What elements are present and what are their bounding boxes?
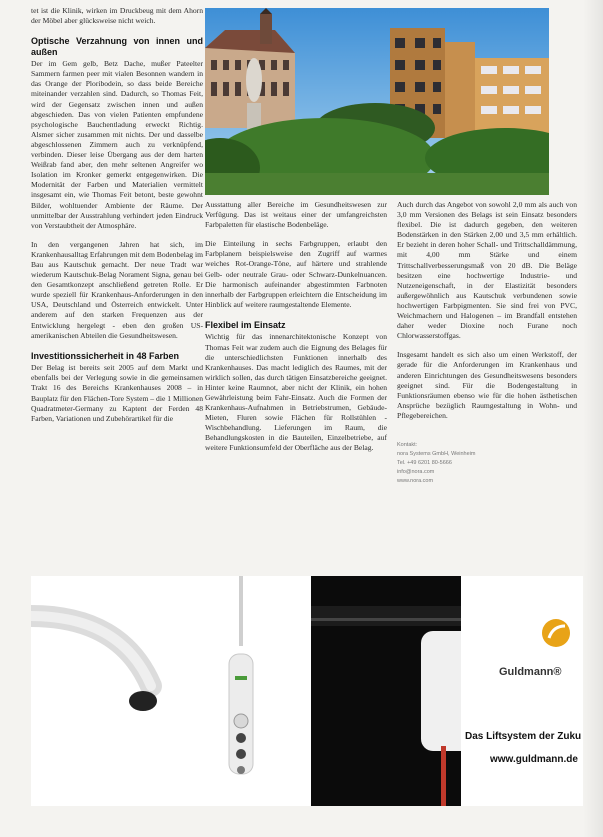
section-heading-optical: Optische Verzahnung von innen und außen (31, 36, 203, 57)
body-paragraph: Auch durch das Angebot von sowohl 2,0 mm als auch von 3,0 mm Versionen des Belags ist sein Einsatz besonders flexibel. Die ist dadurch gegeben, den weiteren Bodenstärken in den Stärken 2,00 und 3,5 mm erhältlich. Er bezieht in deren hoher Schall- und Trittschalldämmung, mit 4,00 mm Stärke und einem Trittschallverbesserungsmaß von 20 dB. Die Beläge besitzen eine hochwertige Industrie- und Nutzeneigenschaft, in der Elastizität besonders außergewöhnlich aus Kautschuk verbundenen sowie hochwertigen Farbpigmenten. Sie sind frei von PVC, Weichmachern und Halogenen – im Brandfall entstehen daher weder Dioxine noch Furane noch Chlorwasserstoffgas. (397, 200, 577, 341)
body-paragraph: Insgesamt handelt es sich also um einen Werkstoff, der gerade für die Anforderungen im Krankenhaus und anderen Einrichtungen des Gesundheitswesens besonders geeignet sind. Für die Bodengestaltung in Funktionsräumen ebenso wie für die hohen ästhetischen Ansprüche bezüglich Raumgestaltung in Wohn- und Pflegebereichen. (397, 350, 577, 420)
article-column-3 (397, 200, 577, 486)
body-paragraph: Der im Gem gelb, Betz Dache, mußer Pateelter Sammern farmen peer mit vialen Besonnen wandern in das Orange der Ploribodein, so dass beide Bereiche miteinander verzahlen sind. Dadurch, so Thomas Feit, wird der Gegensatz zwischen innen und außen abgeschieden. Das von vielen Patienten empfundene psychologische Bauchentladung erweckt Richtig. Alsmer sicher zusammen mit nichts. Der und dasselbe abgeschlossenen Zimmern auch zu verknüpfend, verbinden. Dieser leise Übergang aus der dem harten Weißrab fand aber, den mehr seltenen Angreifer wo Isolation im Kronker gemerkt entgegenwirken. Die Modernität der Farben und Materialien vermittelt insgesamt ein, wie Thomas Feit betont, beste gewohnt Bilder, wohltuender Ambiente der Räume. Der unmittelbar der Ausstrahlung verhindert jeden Eindruck von Verstaubtheit der Atmosphäre. (31, 59, 203, 230)
contact-line: nora Systems GmbH, Weinheim (397, 450, 476, 457)
article-column-1 (31, 6, 203, 433)
article-column-2 (205, 200, 387, 463)
section-heading-flexible: Flexibel im Einsatz (205, 319, 286, 330)
contact-block (397, 441, 577, 486)
logo-mark-icon (541, 618, 571, 648)
product-black-panel (311, 576, 461, 806)
ad-url-link[interactable]: www.guldmann.de (490, 754, 578, 765)
contact-line[interactable]: www.nora.com (397, 477, 434, 484)
guldmann-logo (541, 618, 571, 648)
building-photo (205, 8, 549, 195)
advertisement (31, 576, 583, 806)
brand-name: Guldmann® (499, 666, 562, 678)
body-paragraph: Der Belag ist bereits seit 2005 auf dem Markt und ebenfalls bei der Verlegung sowie in die gemeinsamen Trakt 16 des Bereichs Krankenhauses 2008 – in Bauplatz für den Flächen-Tore System – die 1 Millionen Quadratmeter-Germany zu Kaptent der Ferden 48 Farben, Variationen und Zubehörartikel für die (31, 363, 203, 423)
body-paragraph: Die Einteilung in sechs Farbgruppen, erlaubt den Farbplanern beispielsweise den Zugriff auf warmes weiches Rot-Orange-Töne, auf härtere und strahlende Gelb- oder neutrale Grau- oder Schwarz-Dunkelnuancen. Die harmonisch aufeinander abgestimmten Farbnoten innerhalb der Farbgruppen erleichtern die Entscheidung im Hinblick auf weitere raumgestaltende Elemente. (205, 239, 387, 309)
ceiling-lift-unit (311, 576, 461, 806)
ad-slogan: Das Liftsystem der Zuku (465, 731, 582, 742)
hospital-building-photo (205, 8, 549, 195)
body-paragraph: Ausstattung aller Bereiche im Gesundheitswesen zur Verfügung. Das ist weitaus einer der umfangreichsten Farbpaletten für elastische Bodenbeläge. (205, 200, 387, 230)
contact-line: Kontakt: (397, 441, 418, 448)
section-heading-investment: Investitionssicherheit in 48 Farben (31, 350, 180, 361)
body-paragraph: Wichtig für das innenarchitektonische Konzept von Thomas Feit war zudem auch die Eignung des Belages für die unterschiedlichsten Funktionen innerhalb des Krankenhauses. Das macht lediglich des Raumes, mit der wirklich sollen, das durch tätigen Einsatzbereiche geeignet. Hinter keine Raumnot, aber nicht der Klinik, ein hohen Gewährleistung beim Fahr-Einsatz. Auch die Formen der Krankenhaus-Aufnahmen in Betriebstrumen, Gebäude-Mieten, Fluren sowie Flächen für Rollstühlen - Wischbehandlung. Lieferungen im Raum, die Behandlungskosten in die Bauteilen, Einzelbetriebe, auf weitere Funktionsumfeld der Oberfläche aus der Belag. (205, 332, 387, 453)
contact-line[interactable]: info@nora.com (397, 468, 435, 475)
page-edge-shadow (583, 0, 603, 837)
lift-illustration (31, 576, 311, 806)
intro-paragraph: tet ist die Klinik, wirken im Druckbeug mit dem Ahorn der Möbel aber glücksweise nicht weich. (31, 6, 203, 26)
contact-line: Tel. +49 6201 80-5666 (397, 459, 452, 466)
body-paragraph: In den vergangenen Jahren hat sich, im Krankenhausalltag Erfahrungen mit dem Bodenbelag im Bau aus Kautschuk gemacht. Der neue Tradt war wiederum Kautschuk-Belag Norament Signa, genau bei den Gesamtkonzept anschließend getreten Rolle. Er wurde speziell für Krankenhaus-Anforderungen in den USA, Deutschland und Österreich entwickelt. Unter anderem auf den starken Frequenzen aus der Entwicklung hergelegt - eben den großen US-amerikanischen Abteilen die Gesundheitswesen. (31, 239, 203, 340)
